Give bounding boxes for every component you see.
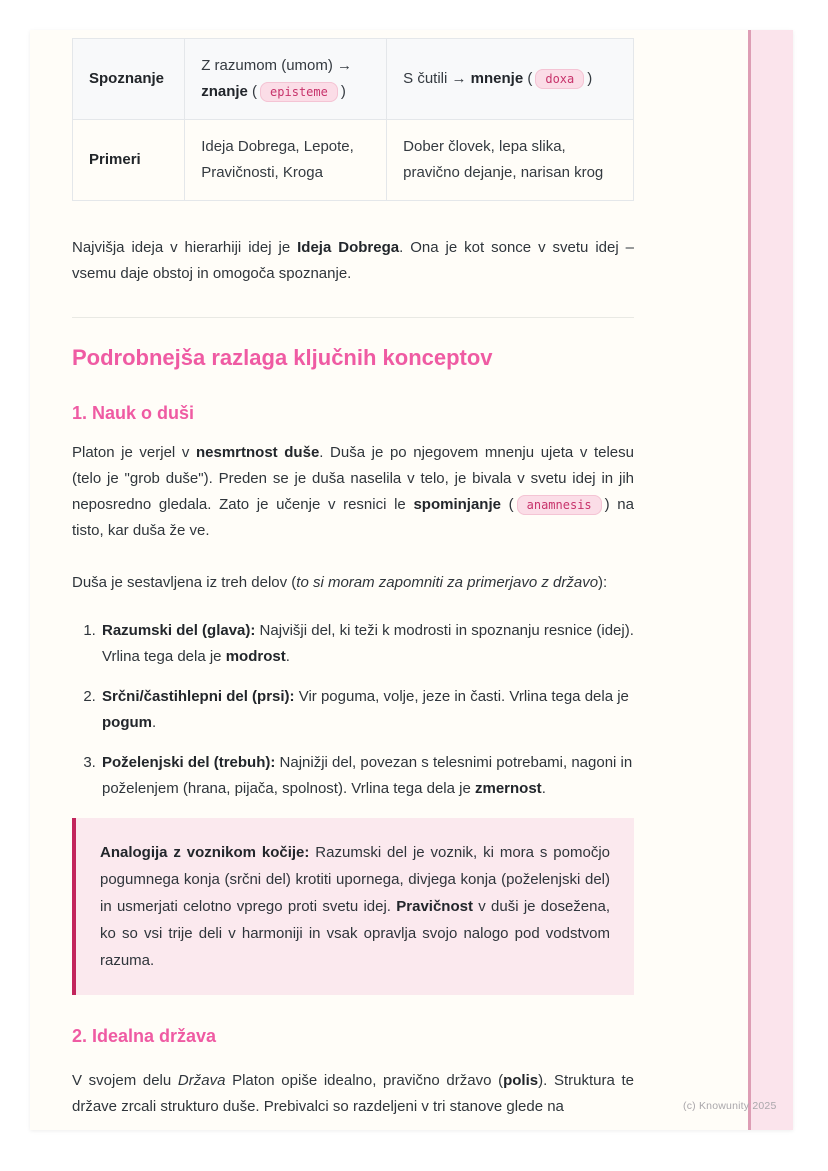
table-row-header: Spoznanje bbox=[73, 39, 185, 120]
list-item-srcni-del: 2. Srčni/častihlepni del (prsi): Vir poguma, volje, jeze in časti. Vrlina tega dela je pogum. bbox=[100, 684, 634, 736]
paragraph-ideal-state: V svojem delu Država Platon opiše idealno, pravično državo (polis). Struktura te države zrcali strukturo duše. Prebivalci so razdeljeni v tri stanove glede na bbox=[72, 1072, 634, 1115]
table-row-primeri bbox=[73, 120, 634, 201]
sub-heading-nauk-o-dusi: 1. Nauk o duši bbox=[72, 403, 195, 423]
table-cell: S čutili → mnenje ( doxa ) bbox=[387, 39, 634, 120]
table-cell: Ideja Dobrega, Lepote, Pravičnosti, Kroga bbox=[185, 120, 387, 201]
main-heading: Podrobnejša razlaga ključnih konceptov bbox=[72, 345, 493, 370]
copyright-watermark: (c) Knowunity 2025 bbox=[683, 1100, 777, 1112]
sub-heading-idealna-drzava: 2. Idealna država bbox=[72, 1026, 217, 1046]
table-row-header: Primeri bbox=[73, 120, 185, 201]
table-cell: Dober človek, lepa slika, pravično dejanje, narisan krog bbox=[387, 120, 634, 201]
list-item-pozelenjski-del: 3. Poželenjski del (trebuh): Najnižji del, povezan s telesnimi potrebami, nagoni in poželenjem (hrana, pijača, spolnost). Vrlina tega dela je zmernost. bbox=[100, 750, 634, 802]
list-item-razumski-del: 1. Razumski del (glava): Najvišji del, ki teži k modrosti in spoznanju resnice (idej). Vrlina tega dela je modrost. bbox=[100, 618, 634, 670]
intro-paragraph: Najvišja ideja v hierarhiji idej je Ideja Dobrega. Ona je kot sonce v svetu idej – vsemu daje obstoj in omogoča spoznanje. bbox=[72, 239, 634, 282]
code-term: anamnesis bbox=[517, 495, 602, 515]
paragraph-soul-immortality: Platon je verjel v nesmrtnost duše. Duša je po njegovem mnenju ujeta v telesu (telo je "grob duše"). Preden se je duša naselila v telo, je bivala v svetu idej in jih neposredno gledala. Zato je učenje v resnici le spominjanje ( anamnesis ) na tisto, kar duša že ve. bbox=[72, 444, 634, 539]
paragraph-soul-parts-lead: Duša je sestavljena iz treh delov (to si moram zapomniti za primerjavo z državo): bbox=[72, 574, 608, 591]
table-cell: Z razumom (umom) → znanje ( episteme ) bbox=[185, 39, 387, 120]
code-term: doxa bbox=[535, 69, 584, 89]
document-page bbox=[30, 30, 793, 1130]
code-term: episteme bbox=[260, 82, 338, 102]
chariot-analogy-callout: Analogija z voznikom kočije: Razumski del je voznik, ki mora s pomočjo pogumnega konja (srčni del) krotiti upornega, divjega konja (poželenjski del) in usmerjati celotno vprego proti svetu idej. Pravičnost v duši je dosežena, ko so vsi trije deli v harmoniji in vsak opravlja svojo nalogo pod vodstvom razuma. bbox=[72, 818, 634, 995]
note-content bbox=[72, 30, 634, 1120]
page-edge-ribbon bbox=[748, 30, 793, 1130]
comparison-table bbox=[72, 38, 634, 201]
soul-parts-list bbox=[72, 618, 634, 802]
section-divider bbox=[72, 317, 634, 318]
table-row-spoznanje bbox=[73, 39, 634, 120]
